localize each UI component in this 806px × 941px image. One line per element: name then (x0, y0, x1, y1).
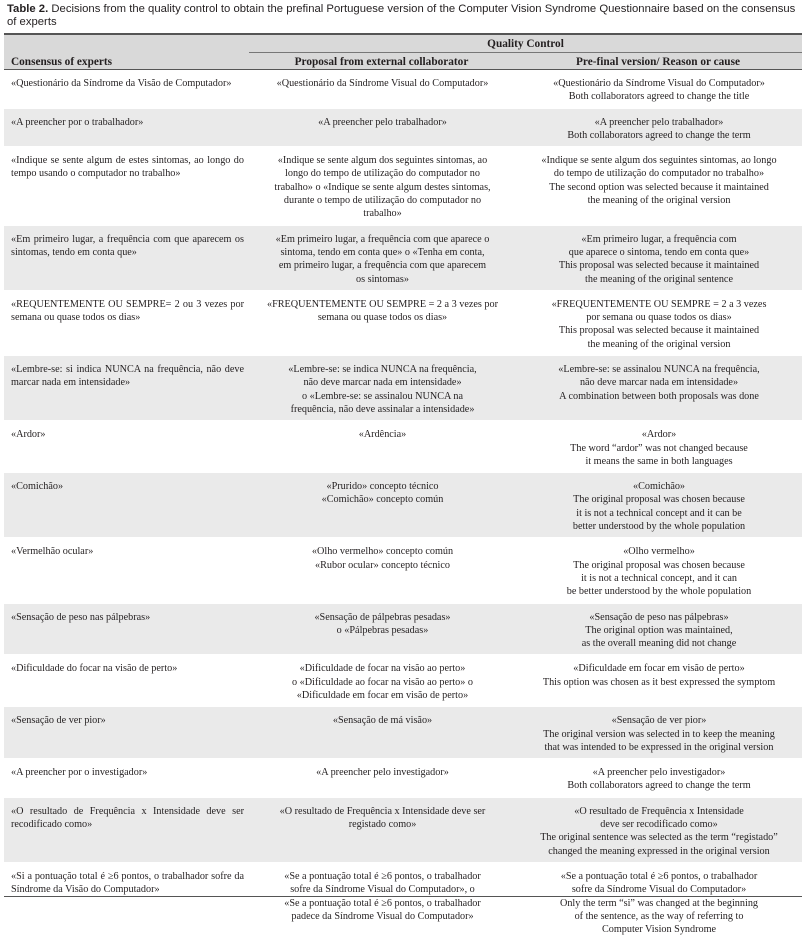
cell-line: «A preencher por o trabalhador» (11, 116, 144, 128)
cell-line: The original version was selected in to keep the meaning (543, 728, 775, 740)
table-row (4, 108, 802, 147)
cell-line: This proposal was selected because it maintained (558, 325, 760, 337)
cell-line: «Comichão» (632, 481, 686, 493)
cell-line: sofre da Síndrome Visual do Computador» (571, 884, 747, 896)
cell-line: frequência, não deve assinalar a intensidade» (290, 403, 475, 415)
cell-line: The second option was selected because it maintained (549, 181, 769, 193)
cell-consensus (4, 356, 249, 421)
caption-text: Decisions from the quality control to obtain the prefinal Portuguese version of the Computer Vision Syndrome Questionnaire based on the consensus of experts (7, 3, 796, 28)
cell-line: The word “ardor” was not changed because (570, 442, 748, 454)
cell-line: the meaning of the original version (587, 338, 731, 350)
cell-line: «O resultado de Frequência x Intensidade deve ser recodificado como» (11, 805, 244, 831)
cell-consensus (4, 707, 249, 759)
cell-proposal (249, 655, 514, 707)
table-row (4, 290, 802, 355)
cell-consensus (4, 538, 249, 603)
cell-line: não deve marcar nada em intensidade» (303, 377, 462, 389)
header-divider (249, 52, 802, 53)
cell-prefinal (514, 603, 802, 655)
cell-line: «Ardor» (11, 429, 46, 441)
cell-line: «Ardência» (358, 429, 407, 441)
cell-line: Both collaborators agreed to change the term (567, 780, 751, 792)
cell-consensus (4, 759, 249, 798)
cell-prefinal (514, 655, 802, 707)
cell-line: sofre da Síndrome Visual do Computador», o (290, 884, 475, 896)
cell-line: não deve marcar nada em intensidade» (579, 377, 739, 389)
table-caption (7, 3, 799, 29)
cell-line: This option was chosen as it best expressed the symptom (542, 676, 776, 688)
table-row (4, 356, 802, 421)
cell-line: «FREQUENTEMENTE OU SEMPRE = 2 a 3 vezes (551, 298, 767, 310)
cell-line: «Ardor» (641, 429, 677, 441)
table-row (4, 421, 802, 473)
cell-line: os sintomas» (356, 273, 409, 285)
cell-line: Computer Vision Syndrome (601, 924, 717, 936)
table-row (4, 538, 802, 603)
cell-line: «Questionário da Síndrome da Visão de Computador» (11, 78, 232, 89)
cell-line: This proposal was selected because it maintained (558, 260, 760, 272)
cell-line: «Rubor ocular» concepto técnico (315, 559, 450, 571)
cell-line: do tempo de utilização do computador no trabalho» (553, 168, 765, 180)
cell-line: «A preencher por o investigador» (11, 767, 148, 779)
cell-line: trabalho» (363, 208, 402, 220)
cell-line: «A preencher pelo trabalhador» (594, 116, 724, 128)
cell-line: «Si a pontuação total é ≥6 pontos, o trabalhador sofre da Síndrome da Visão do Computador» (11, 870, 244, 896)
cell-line: que aparece o sintoma, tendo em conta que» (568, 246, 750, 258)
cell-line: sintoma, tendo em conta que» o «Tenha em conta, (280, 246, 485, 258)
cell-line: «Dificuldade do focar na visão de perto» (11, 663, 178, 675)
cell-line: semana ou quase todos os dias» (317, 312, 448, 324)
cell-line: trabalho» o «Indique se sente algum destes sintomas, (274, 181, 491, 193)
cell-line: «Indique se sente algum dos seguintes sintomas, ao (277, 155, 488, 167)
table-row (4, 655, 802, 707)
cell-line: the meaning of the original version (587, 195, 731, 207)
cell-prefinal (514, 225, 802, 290)
cell-line: o «Lembre-se: se assinalou NUNCA na (302, 390, 463, 402)
table-row (4, 70, 802, 108)
cell-line: it means the same in both languages (585, 455, 733, 467)
cell-prefinal (514, 290, 802, 355)
cell-line: longo do tempo de utilização do computador no (285, 168, 480, 180)
cell-line: «Indique se sente algum de estes sintomas, ao longo do tempo usando o computador no trabalho» (11, 155, 244, 180)
table-header (4, 35, 802, 70)
cell-prefinal (514, 108, 802, 147)
cell-line: Both collaborators agreed to change the title (568, 91, 750, 103)
cell-line: «O resultado de Frequência x Intensidade deve ser (279, 805, 486, 817)
column-header-prefinal: Pre-final version/ Reason or cause (576, 56, 740, 68)
table-row (4, 707, 802, 759)
table-row (4, 759, 802, 798)
cell-line: The original proposal was chosen because (573, 494, 745, 506)
cell-line: «Se a pontuação total é ≥6 pontos, o trabalhador (284, 870, 481, 882)
cell-prefinal (514, 707, 802, 759)
cell-prefinal (514, 538, 802, 603)
table-row (4, 603, 802, 655)
cell-consensus (4, 473, 249, 538)
cell-line: «Questionário da Síndrome Visual do Computador» (553, 78, 765, 89)
cell-line: «Em primeiro lugar, a frequência com (581, 233, 737, 245)
quality-control-heading: Quality Control (487, 38, 564, 50)
cell-line: «A preencher pelo trabalhador» (318, 116, 447, 128)
cell-line: «Sensação de ver pior» (11, 715, 106, 727)
cell-line: em primeiro lugar, a frequência com que aparecem (278, 260, 487, 272)
cell-prefinal (514, 421, 802, 473)
cell-line: «Dificuldade em focar em visão de perto» (573, 663, 745, 675)
cell-line: it is not a technical concept, and it can (581, 572, 737, 584)
cell-consensus (4, 655, 249, 707)
cell-line: durante o tempo de utilização do computador no (283, 195, 482, 207)
cell-proposal (249, 707, 514, 759)
cell-consensus (4, 225, 249, 290)
table-row (4, 225, 802, 290)
cell-line: o «Pálpebras pesadas» (336, 624, 429, 636)
cell-line: «Vermelhão ocular» (11, 546, 94, 558)
column-header-proposal: Proposal from external collaborator (294, 56, 469, 68)
table-row (4, 147, 802, 225)
cell-line: deve ser recodificado como» (600, 819, 718, 831)
cell-prefinal (514, 797, 802, 862)
cell-proposal (249, 538, 514, 603)
cell-line: Only the term “si” was changed at the beginning (559, 897, 759, 909)
cell-line: «Se a pontuação total é ≥6 pontos, o trabalhador (560, 870, 758, 882)
table-row (4, 797, 802, 862)
cell-line: «O resultado de Frequência x Intensidade (574, 805, 744, 817)
cell-line: «Sensação de má visão» (332, 715, 433, 727)
cell-line: «Comichão» concepto común (321, 494, 444, 506)
cell-consensus (4, 70, 249, 108)
cell-line: padece da Síndrome Visual do Computador» (291, 910, 474, 922)
cell-proposal (249, 290, 514, 355)
cell-prefinal (514, 759, 802, 798)
cell-consensus (4, 108, 249, 147)
cell-line: «Lembre-se: se assinalou NUNCA na frequência, (558, 364, 760, 376)
cell-line: «A preencher pelo investigador» (316, 767, 449, 779)
cell-line: «FREQUENTEMENTE OU SEMPRE = 2 a 3 vezes por (267, 298, 498, 310)
cell-consensus (4, 147, 249, 225)
cell-line: «Se a pontuação total é ≥6 pontos, o trabalhador (284, 897, 481, 909)
cell-line: «Em primeiro lugar, a frequência com que aparece o (275, 233, 490, 245)
cell-line: changed the meaning expressed in the original version (548, 845, 770, 857)
cell-line: «Sensação de peso nas pálpebras» (589, 611, 729, 623)
cell-line: as the overall meaning did not change (581, 638, 737, 650)
caption-label: Table 2. (7, 3, 49, 15)
cell-line: «Sensação de ver pior» (611, 715, 707, 727)
cell-line: better understood by the whole population (572, 521, 746, 533)
cell-line: that was intended to be expressed in the original version (544, 741, 774, 753)
cell-line: A combination between both proposals was done (559, 390, 759, 402)
cell-proposal (249, 356, 514, 421)
cell-consensus (4, 797, 249, 862)
cell-line: The original proposal was chosen because (573, 559, 745, 571)
cell-line: «Lembre-se: si indica NUNCA na frequência, não deve marcar nada em intensidade» (11, 364, 244, 389)
cell-prefinal (514, 473, 802, 538)
cell-line: «A preencher pelo investigador» (592, 767, 726, 779)
cell-line: «Comichão» (11, 481, 64, 493)
cell-proposal (249, 603, 514, 655)
cell-line: «REQUENTEMENTE OU SEMPRE= 2 ou 3 vezes por semana ou quase todos os dias» (11, 298, 244, 324)
cell-proposal (249, 225, 514, 290)
cell-line: «Sensação de pálpebras pesadas» (314, 611, 451, 623)
cell-line: «Questionário da Síndrome Visual do Computador» (276, 78, 489, 89)
cell-line: The original option was maintained, (585, 624, 733, 636)
cell-prefinal (514, 356, 802, 421)
cell-consensus (4, 421, 249, 473)
cell-line: «Dificuldade em focar em visão de perto» (296, 689, 469, 701)
cell-consensus (4, 290, 249, 355)
cell-line: por semana ou quase todos os dias» (586, 312, 732, 324)
decisions-table (4, 70, 802, 941)
cell-prefinal (514, 147, 802, 225)
table-row (4, 473, 802, 538)
cell-proposal (249, 797, 514, 862)
cell-proposal (249, 473, 514, 538)
cell-proposal (249, 759, 514, 798)
cell-proposal (249, 421, 514, 473)
cell-line: o «Dificuldade ao focar na visão ao perto» o (291, 676, 474, 688)
cell-line: it is not a technical concept and it can be (576, 507, 742, 519)
table-body (4, 70, 802, 941)
cell-line: the meaning of the original sentence (585, 273, 733, 285)
cell-line: «Olho vermelho» concepto común (311, 546, 454, 558)
cell-prefinal (514, 70, 802, 108)
cell-line: «Indique se sente algum dos seguintes sintomas, ao longo (541, 155, 777, 167)
cell-line: «Dificuldade de focar na visão ao perto» (299, 663, 466, 675)
cell-line: be better understood by the whole population (566, 586, 752, 598)
cell-line: registado como» (348, 819, 417, 831)
cell-line: «Lembre-se: se indica NUNCA na frequência, (288, 364, 477, 376)
cell-line: «Em primeiro lugar, a frequência com que aparecem os sintomas, tendo em conta que» (11, 233, 244, 258)
cell-line: Both collaborators agreed to change the term (567, 129, 751, 141)
cell-proposal (249, 108, 514, 147)
cell-consensus (4, 603, 249, 655)
cell-proposal (249, 70, 514, 108)
bottom-rule (4, 896, 802, 897)
cell-line: «Prurido» concepto técnico (326, 481, 439, 493)
cell-proposal (249, 147, 514, 225)
column-header-consensus: Consensus of experts (11, 56, 113, 68)
cell-line: The original sentence was selected as the term “registado” (540, 832, 778, 844)
cell-line: «Olho vermelho» (623, 546, 695, 558)
cell-line: of the sentence, as the way of referring to (574, 910, 744, 922)
cell-line: «Sensação de peso nas pálpebras» (11, 611, 151, 623)
